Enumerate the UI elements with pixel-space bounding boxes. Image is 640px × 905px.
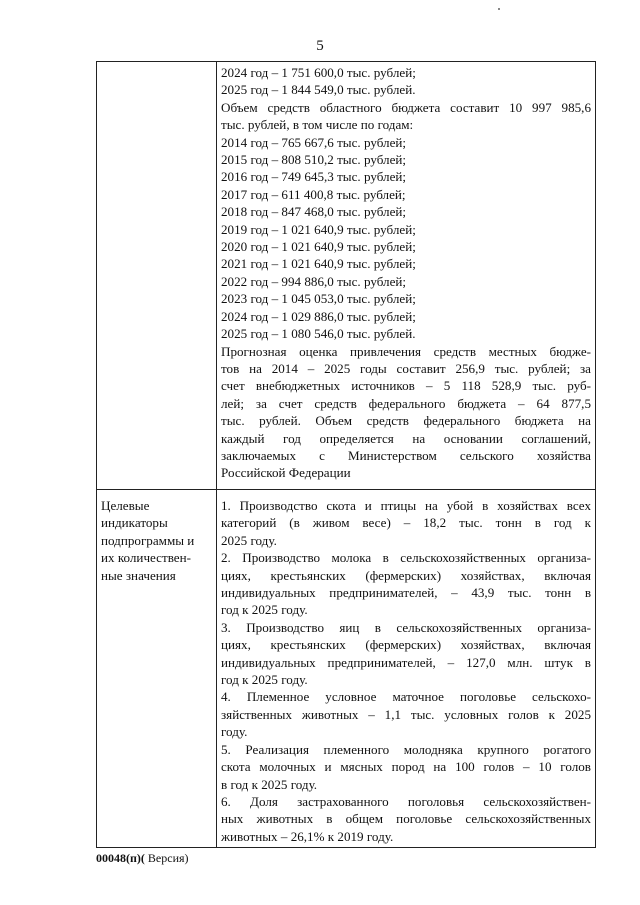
funding-line: 2022 год – 994 886,0 тыс. рублей; xyxy=(221,273,407,289)
funding-line: тов на 2014 – 2025 годы составит 256,9 тыс. рублей; за xyxy=(221,360,591,376)
funding-line: 2020 год – 1 021 640,9 тыс. рублей; xyxy=(221,239,416,255)
funding-line: 2015 год – 808 510,2 тыс. рублей; xyxy=(221,152,407,168)
indicator-line: ных животных в общем поголовье сельскохозяйственных xyxy=(221,811,591,827)
indicators-label-line: их количествен- xyxy=(101,550,191,566)
indicator-line: 1. Производство скота и птицы на убой в хозяйствах всех xyxy=(221,498,591,513)
funding-line: каждый год определяется на основании соглашений, xyxy=(221,430,591,446)
document-version: Версия) xyxy=(144,851,189,865)
indicator-line: животных – 26,1% к 2019 году. xyxy=(221,828,394,844)
indicator-line: 6. Доля застрахованного поголовья сельскохозяйствен- xyxy=(221,793,591,809)
indicator-line: индивидуальных предпринимателей, – 43,9 тыс. тонн в xyxy=(221,585,591,601)
funding-line: 2024 год – 1 751 600,0 тыс. рублей; xyxy=(221,65,416,80)
funding-line: тыс. рублей. Объем средств федерального бюджета на xyxy=(221,413,591,429)
funding-line: тыс. рублей, в том числе по годам: xyxy=(221,117,414,133)
funding-cell xyxy=(221,64,591,482)
indicators-cell xyxy=(221,497,591,845)
indicator-line: год к 2025 году. xyxy=(221,672,308,688)
indicator-line: категорий (в живом весе) – 18,2 тыс. тонн в год к xyxy=(221,515,591,531)
indicator-line: 5. Реализация племенного молодняка крупного рогатого xyxy=(221,741,591,757)
funding-line: лей; за счет средств федерального бюджета – 64 877,5 xyxy=(221,395,591,411)
indicators-label-line: Целевые xyxy=(101,498,150,513)
funding-line: счет внебюджетных источников – 5 118 528,9 тыс. руб- xyxy=(221,378,591,394)
funding-line: 2024 год – 1 029 886,0 тыс. рублей; xyxy=(221,308,416,324)
funding-line: 2023 год – 1 045 053,0 тыс. рублей; xyxy=(221,291,416,307)
indicators-label-line: индикаторы xyxy=(101,515,168,531)
indicator-line: в год к 2025 году. xyxy=(221,776,318,792)
indicator-line: году. xyxy=(221,724,248,740)
funding-line: Российской Федерации xyxy=(221,465,351,481)
document-code: 00048(п)( xyxy=(96,851,145,865)
indicator-line: 2025 году. xyxy=(221,532,277,548)
indicator-line: 2. Производство молока в сельскохозяйственных организа- xyxy=(221,550,591,566)
indicator-line: скота молочных и мясных пород на 100 голов – 10 голов xyxy=(221,759,591,775)
indicators-label-cell xyxy=(101,497,211,584)
funding-line: 2025 год – 1 080 546,0 тыс. рублей. xyxy=(221,326,416,342)
indicator-line: циях, крестьянских (фермерских) хозяйствах, включая xyxy=(221,567,591,583)
indicator-line: индивидуальных предпринимателей, – 127,0 млн. штук в xyxy=(221,654,591,670)
indicator-line: зяйственных животных – 1,1 тыс. условных голов к 2025 xyxy=(221,706,591,722)
indicators-label-line: подпрограммы и xyxy=(101,532,195,548)
page-number: 5 xyxy=(316,38,324,54)
funding-line: заключаемых с Министерством сельского хозяйства xyxy=(221,447,591,463)
funding-line: 2014 год – 765 667,6 тыс. рублей; xyxy=(221,134,407,150)
column-divider xyxy=(216,62,217,847)
funding-line: 2021 год – 1 021 640,9 тыс. рублей; xyxy=(221,256,416,272)
funding-line: 2017 год – 611 400,8 тыс. рублей; xyxy=(221,186,406,202)
funding-line: 2019 год – 1 021 640,9 тыс. рублей; xyxy=(221,221,416,237)
funding-line: 2025 год – 1 844 549,0 тыс. рублей. xyxy=(221,82,416,98)
row-divider xyxy=(97,489,595,490)
funding-line: Объем средств областного бюджета составит 10 997 985,6 xyxy=(221,99,591,115)
indicator-line: 3. Производство яиц в сельскохозяйственных организа- xyxy=(221,619,591,635)
scan-speck xyxy=(498,8,500,10)
funding-line: 2016 год – 749 645,3 тыс. рублей; xyxy=(221,169,407,185)
funding-line: 2018 год – 847 468,0 тыс. рублей; xyxy=(221,204,407,220)
document-footer xyxy=(96,851,189,866)
passport-table xyxy=(96,61,596,848)
indicator-line: год к 2025 году. xyxy=(221,602,308,618)
funding-line: Прогнозная оценка привлечения средств местных бюдже- xyxy=(221,343,591,359)
indicator-line: 4. Племенное условное маточное поголовье сельскохо- xyxy=(221,689,591,705)
indicator-line: циях, крестьянских (фермерских) хозяйствах, включая xyxy=(221,637,591,653)
indicators-label-line: ные значения xyxy=(101,567,176,583)
